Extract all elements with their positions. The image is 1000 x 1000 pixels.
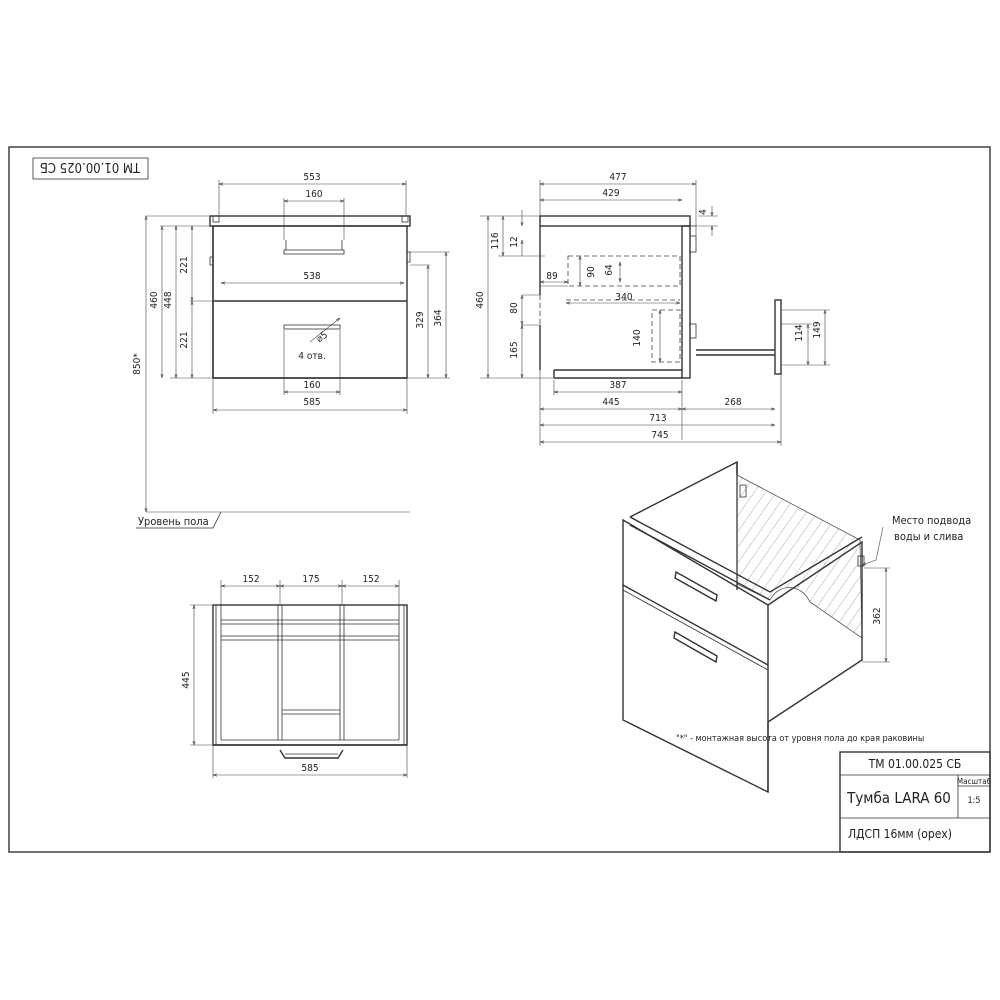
floor-level-label: Уровень пола bbox=[138, 515, 209, 528]
dim-149: 149 bbox=[812, 321, 823, 339]
dim-268: 268 bbox=[724, 397, 742, 408]
dim-80: 80 bbox=[509, 302, 520, 314]
dim-329: 329 bbox=[415, 311, 426, 329]
dim-221-top: 221 bbox=[179, 256, 190, 274]
dim-160-top: 160 bbox=[305, 189, 323, 200]
dim-460-side: 460 bbox=[475, 291, 486, 309]
dim-160-bottom: 160 bbox=[303, 380, 321, 391]
sheet-frame bbox=[9, 147, 990, 852]
dim-152-right: 152 bbox=[362, 574, 380, 585]
dim-745: 745 bbox=[651, 430, 669, 441]
dim-140: 140 bbox=[632, 329, 643, 347]
dim-362: 362 bbox=[872, 607, 883, 625]
title-block bbox=[840, 752, 992, 852]
mirrored-code-box bbox=[33, 158, 148, 179]
dim-445-side: 445 bbox=[602, 397, 620, 408]
dim-585-front: 585 bbox=[303, 397, 321, 408]
scale-value: 1:5 bbox=[967, 796, 981, 806]
top-view bbox=[181, 574, 407, 778]
dim-364: 364 bbox=[433, 309, 444, 327]
dim-713: 713 bbox=[649, 413, 667, 424]
dim-89: 89 bbox=[546, 271, 558, 282]
mounting-note: "*" - монтажная высота от уровня пола до края раковины bbox=[676, 734, 925, 744]
dim-340: 340 bbox=[615, 292, 633, 303]
dim-64: 64 bbox=[604, 264, 615, 276]
drawing-code: ТМ 01.00.025 СБ bbox=[868, 757, 962, 771]
dim-175: 175 bbox=[302, 574, 320, 585]
dim-538: 538 bbox=[303, 271, 321, 282]
mirrored-code-text: ТМ 01.00.025 СБ bbox=[39, 159, 141, 174]
dim-429: 429 bbox=[602, 188, 620, 199]
scale-label: Масштаб bbox=[956, 777, 992, 786]
dim-585-top: 585 bbox=[301, 763, 319, 774]
dim-850: 850* bbox=[132, 353, 143, 375]
iso-hatch-area bbox=[737, 475, 862, 638]
dim-4: 4 bbox=[698, 209, 709, 215]
dim-165: 165 bbox=[509, 341, 520, 359]
front-view bbox=[132, 172, 450, 528]
dim-12: 12 bbox=[509, 236, 520, 248]
dim-116: 116 bbox=[490, 232, 501, 250]
material: ЛДСП 16мм (орех) bbox=[847, 827, 953, 841]
dim-460-front: 460 bbox=[149, 291, 160, 309]
drawing-title: Тумба LARA 60 bbox=[847, 789, 951, 807]
dim-445-top: 445 bbox=[181, 671, 192, 689]
water-label-line-1: Место подвода bbox=[892, 514, 972, 527]
dim-152-left: 152 bbox=[242, 574, 260, 585]
dim-221-bottom: 221 bbox=[179, 331, 190, 349]
dim-553: 553 bbox=[303, 172, 321, 183]
hole-count: 4 отв. bbox=[298, 351, 326, 362]
hole-diameter: ⌀5 bbox=[314, 329, 331, 346]
side-view bbox=[475, 172, 830, 446]
dim-114: 114 bbox=[794, 324, 805, 342]
dim-90: 90 bbox=[586, 266, 597, 278]
dim-387: 387 bbox=[609, 380, 627, 391]
water-label-line-2: воды и слива bbox=[894, 530, 964, 543]
dim-477: 477 bbox=[609, 172, 627, 183]
dim-448: 448 bbox=[163, 291, 174, 309]
